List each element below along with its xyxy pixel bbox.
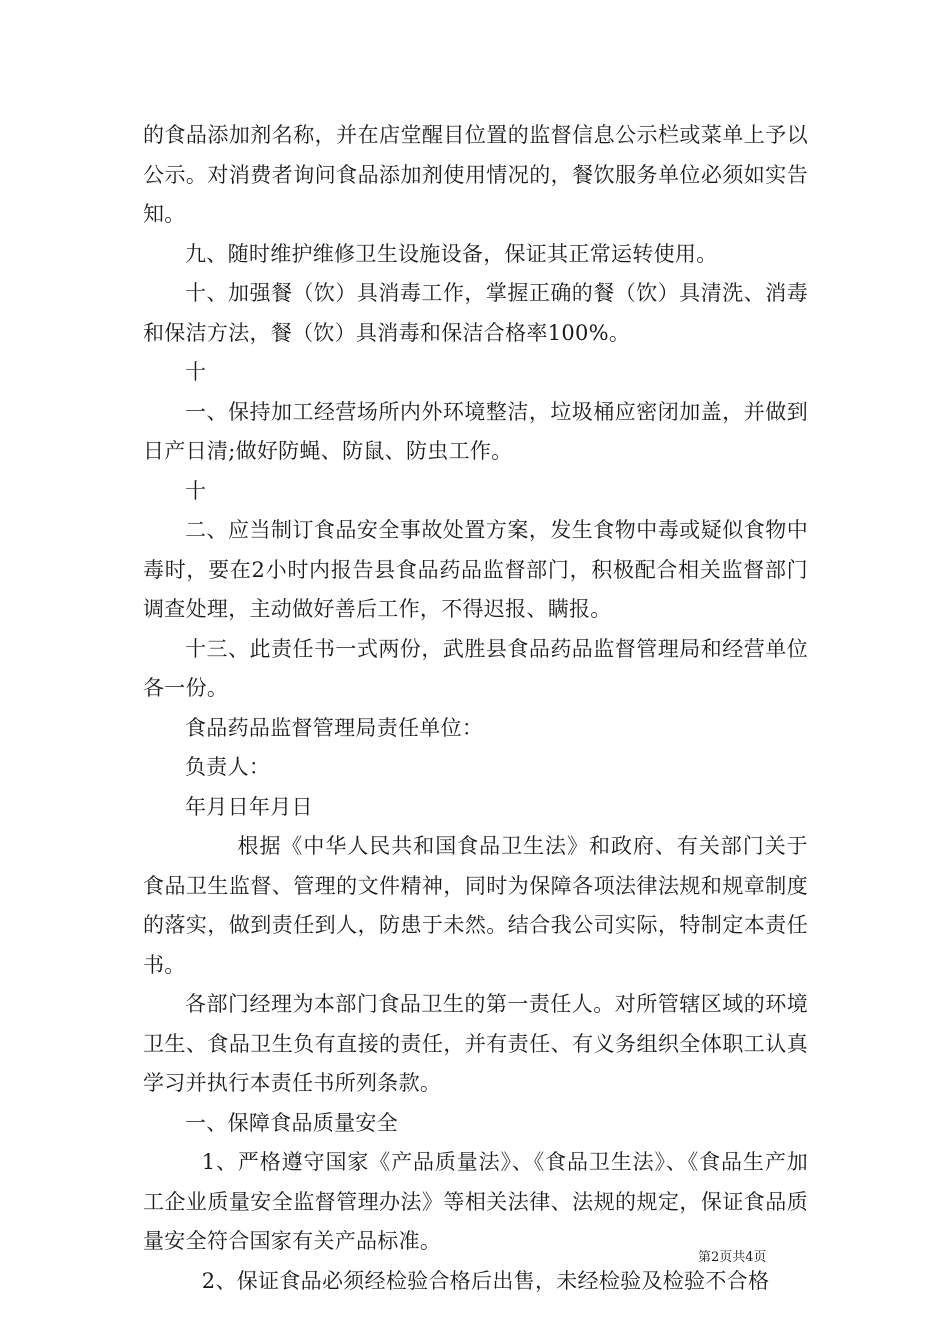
signature-person-line: 负责人： [185,755,271,779]
paragraph-item-12: 二、应当制订食品安全事故处置方案，发生食物中毒或疑似食物中毒时，要在2小时内报告县食品药品监督部门，积极配合相关监督部门调查处理，主动做好善后工作，不得迟报、瞒报。 [143,518,808,621]
document-body [143,116,808,1301]
paragraph-item-12-prefix: 十 [185,478,207,503]
paragraph-clause-2: 2、保证食品必须经检验合格后出售，未经检验及检验不合格 [201,1268,770,1293]
paragraph-responsibility: 各部门经理为本部门食品卫生的第一责任人。对所管辖区域的环境卫生、食品卫生负有直接的责任，并有责任、有义务组织全体职工认真学习并执行本责任书所列条款。 [143,992,808,1095]
signature-date-line: 年月日年月日 [185,794,313,819]
signature-unit-line: 食品药品监督管理局责任单位： [185,715,484,740]
paragraph-preamble: 根据《中华人民共和国食品卫生法》和政府、有关部门关于食品卫生监督、管理的文件精神，同时为保障各项法律法规和规章制度的落实，做到责任到人，防患于未然。结合我公司实际，特制定本责任书。 [143,834,808,977]
paragraph-item-11-prefix: 十 [185,360,207,384]
paragraph-item-10: 十、加强餐（饮）具消毒工作，掌握正确的餐（饮）具清洗、消毒和保洁方法，餐（饮）具消毒和保洁合格率100%。 [143,281,808,345]
paragraph-food-additive-notice: 的食品添加剂名称，并在店堂醒目位置的监督信息公示栏或菜单上予以公示。对消费者询问食品添加剂使用情况的，餐饮服务单位必须如实告知。 [143,123,808,226]
paragraph-clause-1: 1、严格遵守国家《产品质量法》、《食品卫生法》、《食品生产加工企业质量安全监督管理办法》等相关法律、法规的规定，保证食品质量安全符合国家有关产品标准。 [143,1150,808,1253]
paragraph-item-9: 九、随时维护维修卫生设施设备，保证其正常运转使用。 [185,241,718,266]
paragraph-item-11: 一、保持加工经营场所内外环境整洁，垃圾桶应密闭加盖，并做到日产日清;做好防蝇、防鼠、防虫工作。 [143,399,808,463]
section-heading-quality: 一、保障食品质量安全 [185,1110,398,1135]
paragraph-item-13: 十三、此责任书一式两份，武胜县食品药品监督管理局和经营单位各一份。 [143,636,808,700]
page-number-label: 第2页共4页 [698,1250,767,1265]
